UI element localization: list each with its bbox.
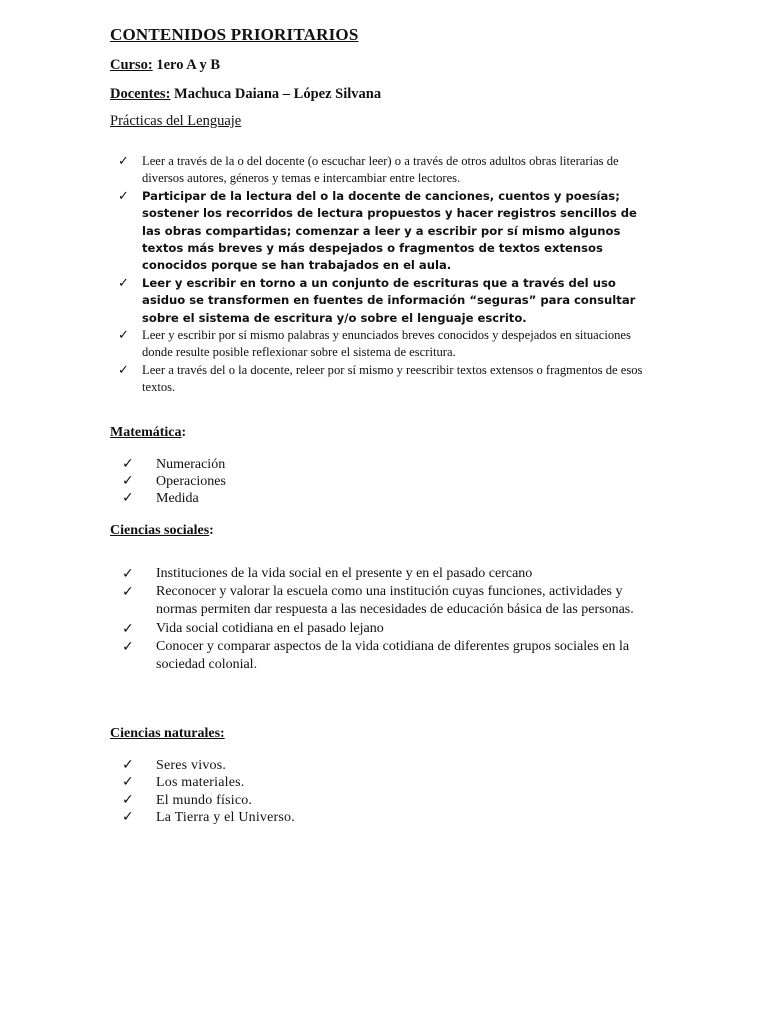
checkmark-icon: ✓ bbox=[118, 362, 129, 378]
list-item-text: Operaciones bbox=[156, 474, 226, 490]
naturales-list bbox=[118, 757, 518, 826]
list-item bbox=[118, 456, 518, 473]
sociales-heading-text: Ciencias sociales bbox=[110, 523, 210, 538]
sociales-heading-colon: : bbox=[209, 523, 214, 538]
matematica-heading-colon: : bbox=[181, 425, 187, 440]
checkmark-icon: ✓ bbox=[118, 188, 129, 204]
list-item bbox=[118, 565, 658, 583]
checkmark-icon: ✓ bbox=[122, 791, 134, 808]
list-item bbox=[118, 638, 658, 674]
docentes-label: Docentes: bbox=[110, 86, 171, 102]
list-item-text: Participar de la lectura del o la docente de canciones, cuentos y poesías; sostener los recorridos de lectura propuestos y hacer registros sencillos de las obras compartidas; comenzar a leer y a escribir por sí mismo algunos textos más breves y más despejados o fragmentos de textos extensos conocidos porque se han trabajados en el aula. bbox=[142, 188, 637, 273]
sociales-heading bbox=[110, 523, 214, 539]
checkmark-icon: ✓ bbox=[122, 584, 134, 601]
list-item bbox=[118, 620, 658, 638]
checkmark-icon: ✓ bbox=[122, 566, 134, 582]
list-item-text: Conocer y comparar aspectos de la vida cotidiana de diferentes grupos sociales en la sociedad colonial. bbox=[156, 638, 630, 673]
checkmark-icon: ✓ bbox=[118, 154, 129, 169]
curso-line bbox=[110, 57, 220, 74]
list-item-text: La Tierra y el Universo. bbox=[156, 809, 295, 825]
list-item-text: Leer y escribir por sí mismo palabras y enunciados breves conocidos y despejados en situaciones donde resulte posible reflexionar sobre el sistema de escritura. bbox=[142, 328, 631, 360]
page-title: CONTENIDOS PRIORITARIOS bbox=[110, 25, 359, 44]
list-item bbox=[118, 774, 518, 791]
list-item-text: Leer a través de la o del docente (o escuchar leer) o a través de otros adultos obras literarias de diversos autores, géneros y temas e intercambiar entre lectores. bbox=[142, 154, 619, 186]
checkmark-icon: ✓ bbox=[122, 808, 134, 825]
docentes-line bbox=[110, 86, 381, 103]
list-item bbox=[118, 362, 658, 397]
list-item-text: Instituciones de la vida social en el presente y en el pasado cercano bbox=[156, 566, 533, 581]
checkmark-icon: ✓ bbox=[118, 328, 129, 344]
checkmark-icon: ✓ bbox=[122, 774, 134, 791]
list-item bbox=[118, 275, 658, 327]
checkmark-icon: ✓ bbox=[122, 620, 134, 637]
curso-value: 1ero A y B bbox=[152, 57, 221, 73]
checkmark-icon: ✓ bbox=[122, 757, 134, 773]
list-item-text: Medida bbox=[156, 491, 199, 507]
list-item-text: Reconocer y valorar la escuela como una institución cuyas funciones, actividades y normas permiten dar respuesta a las necesidades de educación básica de las personas. bbox=[156, 584, 634, 618]
matematica-list bbox=[118, 456, 518, 508]
list-item-text: Numeración bbox=[156, 457, 226, 472]
list-item bbox=[118, 583, 658, 619]
matematica-heading bbox=[110, 425, 186, 441]
checkmark-icon: ✓ bbox=[122, 456, 134, 472]
checkmark-icon: ✓ bbox=[122, 490, 134, 507]
checkmark-icon: ✓ bbox=[118, 275, 129, 291]
list-item-text: Vida social cotidiana en el pasado lejano bbox=[156, 620, 384, 636]
list-item-text: Los materiales. bbox=[156, 775, 245, 791]
list-item-text: El mundo físico. bbox=[156, 792, 253, 808]
list-item-text: Seres vivos. bbox=[156, 758, 227, 773]
docentes-value: Machuca Daiana – López Silvana bbox=[170, 86, 382, 102]
naturales-heading-text: Ciencias naturales: bbox=[110, 726, 225, 741]
matematica-heading-text: Matemática bbox=[110, 425, 182, 440]
naturales-heading bbox=[110, 726, 225, 742]
list-item bbox=[118, 473, 518, 490]
lenguaje-heading: Prácticas del Lenguaje bbox=[110, 113, 242, 129]
list-item-text: Leer y escribir en torno a un conjunto de escrituras que a través del uso asiduo se transformen en fuentes de información “seguras” para consultar sobre el sistema de escritura y/o sobre el lenguaje escrito. bbox=[142, 275, 636, 325]
list-item bbox=[118, 490, 518, 507]
list-item bbox=[118, 188, 658, 275]
list-item bbox=[118, 792, 518, 809]
sociales-list bbox=[118, 565, 658, 674]
curso-label: Curso: bbox=[110, 57, 153, 73]
list-item-text: Leer a través del o la docente, releer por sí mismo y reescribir textos extensos o fragmentos de esos textos. bbox=[142, 362, 643, 395]
list-item bbox=[118, 757, 518, 774]
list-item bbox=[118, 153, 658, 188]
list-item bbox=[118, 809, 518, 826]
lenguaje-list bbox=[118, 153, 658, 397]
checkmark-icon: ✓ bbox=[122, 638, 134, 655]
checkmark-icon: ✓ bbox=[122, 473, 134, 490]
list-item bbox=[118, 327, 658, 362]
